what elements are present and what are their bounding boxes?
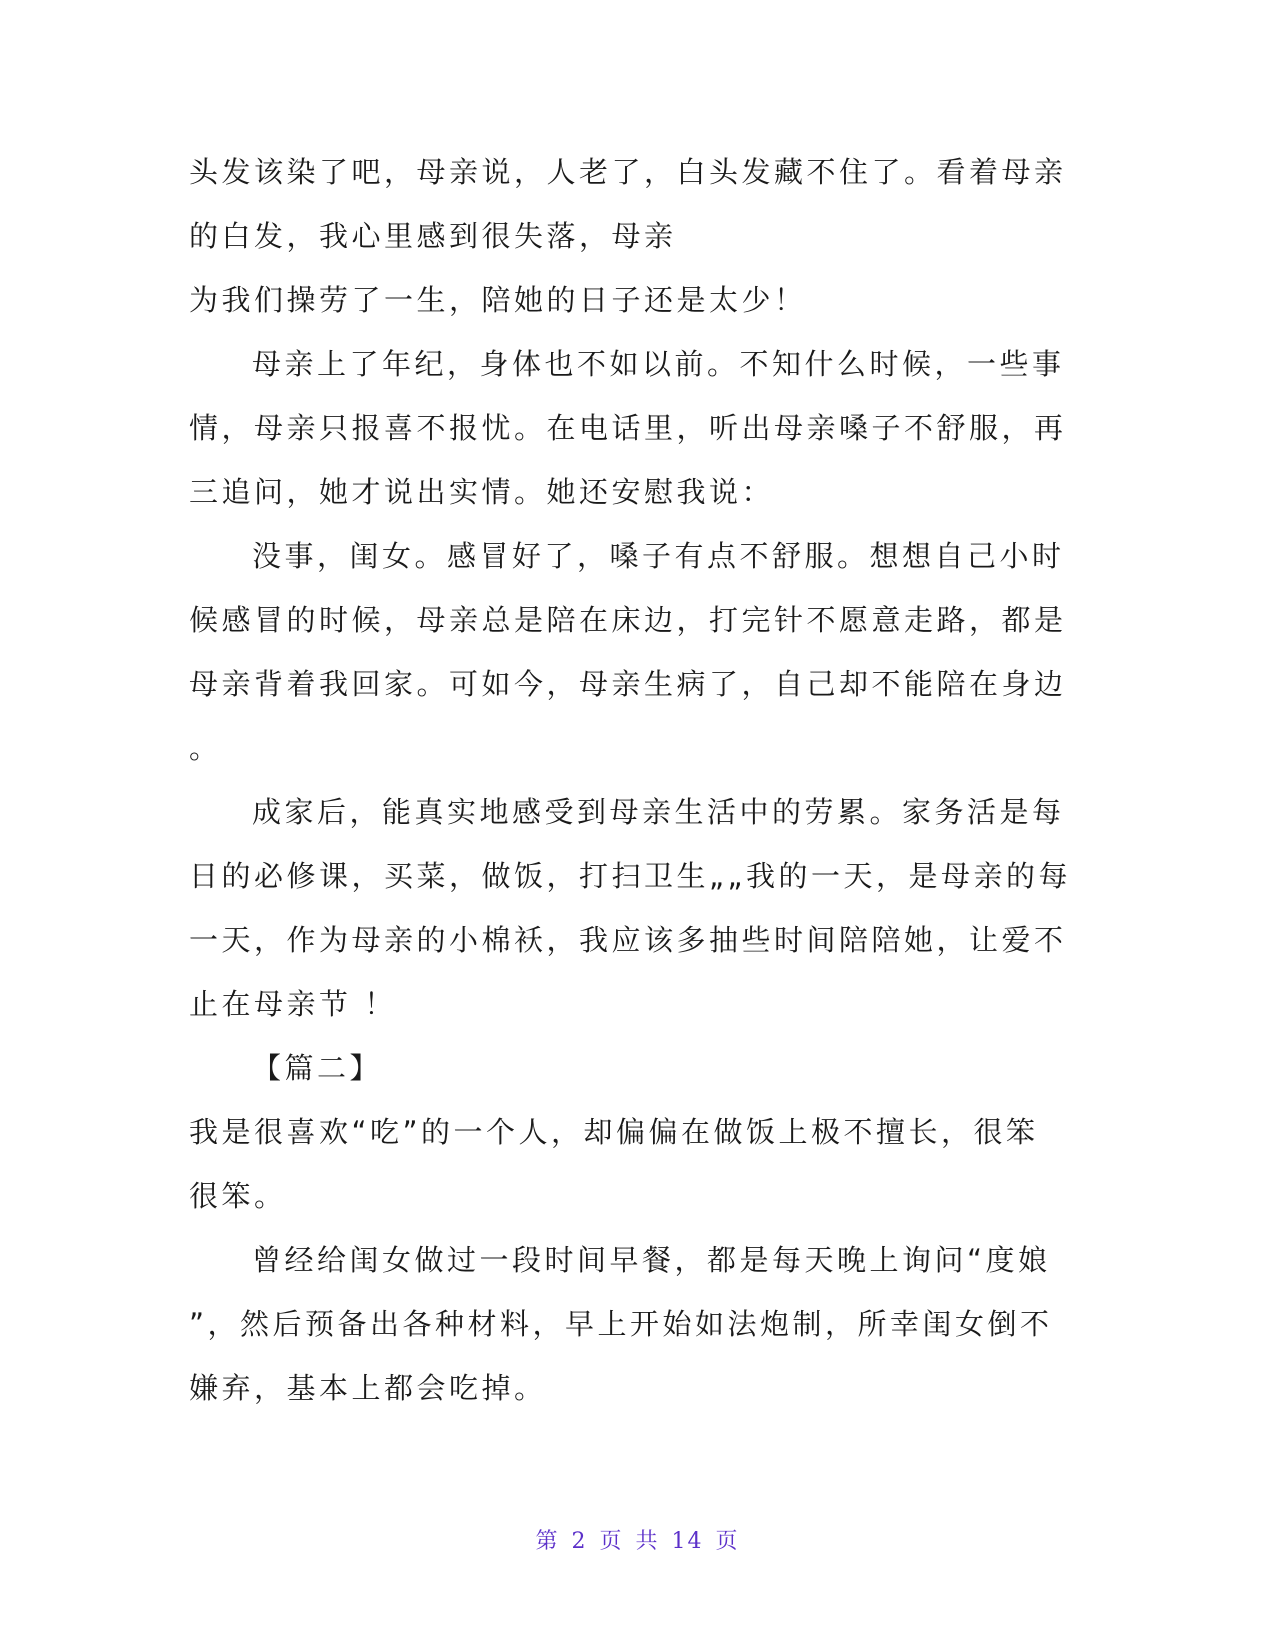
text-line: 很笨。 (189, 1179, 287, 1213)
text-line: 没事，闺女。感冒好了，嗓子有点不舒服。想想自己小时 (252, 539, 1065, 573)
footer-prefix: 第 (535, 1529, 560, 1554)
footer-total-word: 共 (635, 1529, 660, 1554)
total-page-count: 14 (671, 1529, 704, 1554)
page-number-footer (0, 1524, 1275, 1555)
current-page-number: 2 (571, 1529, 588, 1554)
text-line: 情，母亲只报喜不报忧。在电话里，听出母亲嗓子不舒服，再 (189, 411, 1067, 445)
text-line: 曾经给闺女做过一段时间早餐，都是每天晚上询问“度娘 (252, 1243, 1051, 1277)
text-line: 成家后，能真实地感受到母亲生活中的劳累。家务活是每 (252, 795, 1065, 829)
text-line: 日的必修课，买菜，做饭，打扫卫生„„我的一天，是母亲的每 (189, 859, 1072, 893)
text-line: 母亲背着我回家。可如今，母亲生病了，自己却不能陪在身边 (189, 667, 1067, 701)
text-line: ”，然后预备出各种材料，早上开始如法炮制，所幸闺女倒不 (189, 1307, 1053, 1341)
footer-suffix: 页 (715, 1529, 740, 1554)
text-line: 候感冒的时候，母亲总是陪在床边，打完针不愿意走路，都是 (189, 603, 1067, 637)
text-line: 止在母亲节 ！ (189, 987, 397, 1021)
text-line: 头发该染了吧，母亲说，人老了，白头发藏不住了。看着母亲 (189, 155, 1067, 189)
text-line: 为我们操劳了一生，陪她的日子还是太少！ (189, 283, 807, 317)
text-line: 嫌弃，基本上都会吃掉。 (189, 1371, 547, 1405)
document-body (189, 140, 1089, 1420)
text-line: 一天，作为母亲的小棉袄，我应该多抽些时间陪陪她，让爱不 (189, 923, 1067, 957)
section-heading: 【篇二】 (252, 1051, 383, 1085)
text-line: 。 (189, 731, 222, 765)
text-line: 三追问，她才说出实情。她还安慰我说： (189, 475, 775, 509)
text-line: 的白发，我心里感到很失落，母亲 (189, 219, 677, 253)
text-line: 我是很喜欢“吃”的一个人，却偏偏在做饭上极不擅长，很笨 (189, 1115, 1039, 1149)
footer-page-word: 页 (599, 1529, 624, 1554)
text-line: 母亲上了年纪，身体也不如以前。不知什么时候，一些事 (252, 347, 1065, 381)
